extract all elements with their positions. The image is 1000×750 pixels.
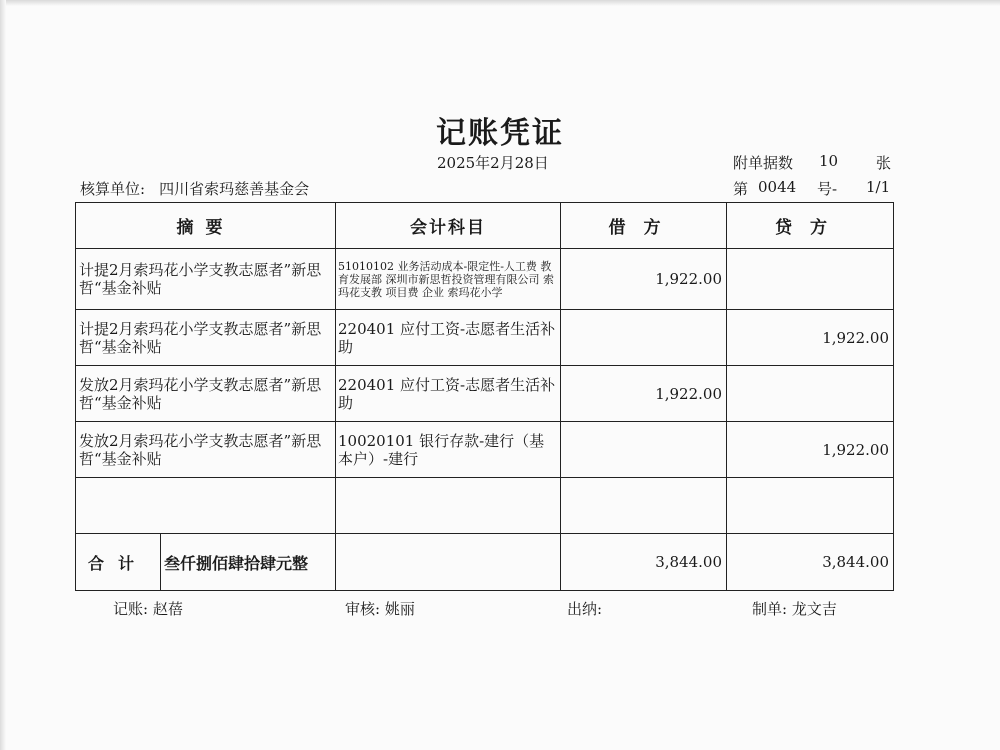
total-debit: 3,844.00: [561, 534, 727, 591]
total-amount-words: 叁仟捌佰肆拾肆元整: [164, 553, 309, 573]
entry-account: [336, 478, 561, 534]
entry-credit: [727, 366, 894, 422]
reviewer-name: 姚丽: [384, 600, 415, 618]
entry-credit: [727, 478, 894, 534]
voucher-date: 2025年2月28日: [437, 154, 549, 172]
entry-debit: 1,922.00: [561, 249, 727, 310]
attachment-label: 附单据数: [733, 154, 794, 172]
entry-account: 220401 应付工资-志愿者生活补助: [336, 310, 561, 366]
reviewer-label: 审核:: [345, 600, 381, 618]
entry-summary: 计提2月索玛花小学支教志愿者”新思哲“基金补贴: [76, 249, 336, 310]
table-row-empty: [76, 478, 894, 534]
entry-account: 51010102 业务活动成本-限定性-人工费 教育发展部 深圳市新思哲投资管理有限公司 索玛花支教 项目费 企业 索玛花小学: [336, 249, 561, 310]
col-header-debit: 借方: [561, 203, 727, 249]
entry-debit: [561, 478, 727, 534]
reviewer: [345, 598, 415, 619]
preparer-name: 龙文吉: [791, 600, 837, 618]
table-row: [76, 366, 894, 422]
attachment-number: 10: [819, 152, 839, 170]
accounting-unit-name: 四川省索玛慈善基金会: [159, 180, 310, 198]
voucher-number-suffix: 号-: [817, 180, 838, 198]
voucher-number-prefix: 第: [733, 180, 749, 198]
attachment-unit: 张: [876, 154, 892, 172]
entry-credit: [727, 249, 894, 310]
total-label: 合计: [76, 534, 161, 590]
table-row: [76, 310, 894, 366]
total-credit: 3,844.00: [727, 534, 894, 591]
entry-account: 220401 应付工资-志愿者生活补助: [336, 366, 561, 422]
attachment-count: [733, 152, 892, 173]
accounting-unit: [80, 178, 309, 199]
entry-summary: 发放2月索玛花小学支教志愿者”新思哲“基金补贴: [76, 366, 336, 422]
table-row: [76, 422, 894, 478]
entry-summary: [76, 478, 336, 534]
voucher-page-index: 1/1: [866, 178, 891, 196]
entry-summary: 发放2月索玛花小学支教志愿者”新思哲“基金补贴: [76, 422, 336, 478]
entry-debit: [561, 422, 727, 478]
col-header-account: 会计科目: [336, 203, 561, 249]
bookkeeper: [113, 598, 183, 619]
bookkeeper-label: 记账:: [113, 600, 149, 618]
entry-summary: 计提2月索玛花小学支教志愿者”新思哲“基金补贴: [76, 310, 336, 366]
entry-debit: 1,922.00: [561, 366, 727, 422]
table-row: [76, 249, 894, 310]
table-header-row: [76, 203, 894, 249]
total-account-blank: [336, 534, 561, 591]
col-header-summary: 摘要: [76, 203, 336, 249]
preparer: [752, 598, 837, 619]
cashier: [567, 598, 602, 619]
total-cell: [76, 534, 336, 591]
entry-credit: 1,922.00: [727, 310, 894, 366]
preparer-label: 制单:: [752, 600, 788, 618]
accounting-unit-label: 核算单位:: [80, 180, 146, 198]
total-row: [76, 534, 894, 591]
bookkeeper-name: 赵蓓: [152, 600, 183, 618]
entry-credit: 1,922.00: [727, 422, 894, 478]
voucher-title: 记账凭证: [436, 116, 564, 151]
voucher-number-value: 0044: [758, 178, 797, 196]
cashier-label: 出纳:: [567, 600, 603, 618]
entry-account: 10020101 银行存款-建行（基本户）-建行: [336, 422, 561, 478]
voucher-table: [75, 202, 894, 591]
entry-debit: [561, 310, 727, 366]
scan-edge: [0, 0, 1000, 6]
col-header-credit: 贷方: [727, 203, 894, 249]
